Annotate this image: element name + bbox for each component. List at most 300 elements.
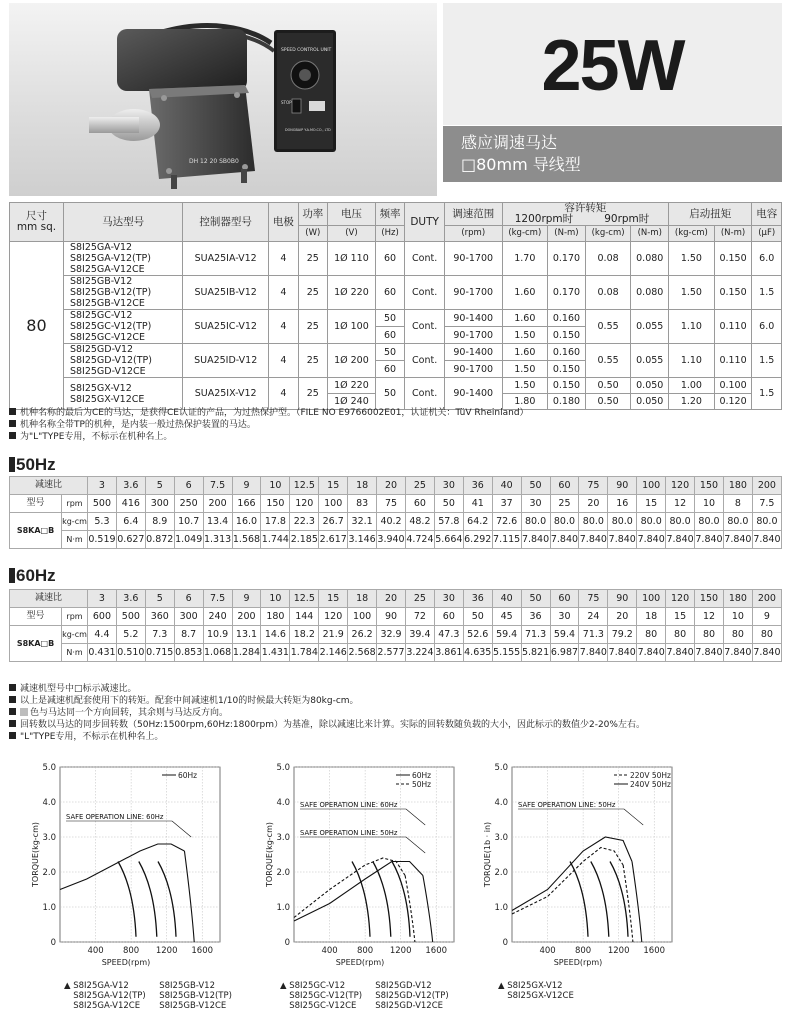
safe-operation-label: SAFE OPERATION LINE: 50Hz [300, 829, 398, 837]
note-text: 减速机型号中□标示减速比。 [20, 684, 137, 694]
rpm-value: 75 [377, 495, 406, 513]
rpm-value: 7.5 [752, 495, 781, 513]
kgcm-value: 80.0 [579, 513, 608, 531]
model-legend-item: S8I25GD-V12(TP) [375, 991, 449, 1001]
nm-value: 2.568 [348, 644, 377, 662]
motor-model: S8I25GD-V12CE [69, 366, 146, 377]
kgcm-value: 13.4 [203, 513, 232, 531]
ratio-value: 30 [434, 590, 463, 608]
rpm-value: 8 [723, 495, 752, 513]
nm-value: 0.431 [88, 644, 117, 662]
nm-value: 7.840 [579, 644, 608, 662]
rpm-value: 30 [521, 495, 550, 513]
ratio-value: 7.5 [203, 590, 232, 608]
rpm-value: 37 [492, 495, 521, 513]
torque-90-kgcm: 0.55 [585, 310, 631, 344]
kgcm-value: 39.4 [405, 626, 434, 644]
kgcm-value: 80.0 [550, 513, 579, 531]
note-text: 以上是减速机配套使用下的转矩。配套中间减速机1/10的时候最大转矩为80kg-cm。 [20, 696, 359, 706]
ratio-value: 75 [579, 477, 608, 495]
triangle-icon: ▲ [280, 981, 290, 991]
nm-value: 7.840 [579, 531, 608, 549]
rpm-value: 90 [377, 608, 406, 626]
frequency: 60 [375, 276, 404, 310]
col-start-torque: 启动扭矩 [669, 203, 752, 226]
unit-label: rpm [62, 608, 88, 626]
spec-row [10, 310, 782, 327]
note-line [9, 683, 645, 695]
nm-value: 3.146 [348, 531, 377, 549]
kgcm-value: 7.3 [145, 626, 174, 644]
nm-value: 7.840 [550, 531, 579, 549]
nm-value: 7.840 [723, 644, 752, 662]
col-voltage: 电压 [328, 203, 376, 226]
kgcm-value: 10.7 [174, 513, 203, 531]
ratio-value: 100 [637, 590, 666, 608]
y-axis-label: TORQUE(kg-cm) [31, 822, 40, 887]
speed-range: 90-1700 [444, 242, 502, 276]
y-tick-label: 1.0 [276, 903, 290, 913]
nm-value: 7.840 [608, 644, 637, 662]
torque-90-nm: 0.055 [631, 344, 669, 378]
poles: 4 [269, 276, 298, 310]
nm-value: 5.155 [492, 644, 521, 662]
ratio-value: 9 [232, 590, 261, 608]
ratio-value: 5 [145, 590, 174, 608]
kgcm-value: 8.7 [174, 626, 203, 644]
note-text: 回转数以马达的同步回转数（50Hz:1500rpm,60Hz:1800rpm）为基准，除以减速比来计算。实际的回转数随负载的大小，因此标示的数值少2-20%左右。 [20, 720, 645, 730]
nm-value: 7.840 [752, 531, 781, 549]
spec-row [10, 344, 782, 361]
x-tick-label: 1600 [425, 946, 448, 956]
frequency: 50 [375, 344, 404, 361]
rpm-value: 60 [434, 608, 463, 626]
model-legend-row [64, 1001, 232, 1011]
col-frequency: 频率 [375, 203, 404, 226]
ratio-row [10, 477, 782, 495]
ratio-value: 150 [695, 590, 724, 608]
nm-value: 0.853 [174, 644, 203, 662]
motor-model: S8I25GD-V12(TP) [69, 355, 152, 366]
duty: Cont. [405, 242, 445, 276]
motor-model: S8I25GC-V12(TP) [69, 321, 152, 332]
legend-label: 50Hz [412, 780, 432, 789]
gear-60hz-heading: 60Hz [9, 566, 56, 586]
ratio-value: 12.5 [290, 477, 319, 495]
bullet-icon [9, 696, 16, 703]
motor-model-cell [63, 276, 182, 310]
y-tick-label: 5.0 [42, 763, 56, 773]
voltage: 1Ø 220 [328, 276, 376, 310]
model-legend-row [280, 991, 449, 1001]
rpm-value: 150 [261, 495, 290, 513]
note-line [9, 719, 645, 731]
bullet-icon [9, 708, 16, 715]
power-title-box [443, 3, 782, 125]
start-torque-nm: 0.100 [714, 378, 752, 394]
kgcm-value: 80 [752, 626, 781, 644]
nm-value: 0.627 [116, 531, 145, 549]
x-tick-label: 1200 [389, 946, 412, 956]
nm-value: 2.577 [377, 644, 406, 662]
rpm-value: 15 [637, 495, 666, 513]
rpm-value: 200 [232, 608, 261, 626]
torque-90-kgcm: 0.08 [585, 242, 631, 276]
rpm-value: 50 [434, 495, 463, 513]
rpm-value: 100 [319, 495, 348, 513]
subtitle-type: 感应调速马达 [461, 133, 558, 152]
rpm-value: 600 [88, 608, 117, 626]
ratio-value: 200 [752, 477, 781, 495]
col-poles: 电极 [269, 203, 298, 242]
notes-bottom [9, 683, 645, 743]
kgcm-value: 32.1 [348, 513, 377, 531]
bullet-icon [9, 432, 16, 439]
nm-value: 7.840 [695, 531, 724, 549]
kgcm-value: 80.0 [695, 513, 724, 531]
torque-90-nm: 0.050 [631, 394, 669, 410]
col-allowable-torque: 容许转矩 1200rpm时 90rpm时 [502, 203, 669, 226]
start-torque-nm: 0.110 [714, 344, 752, 378]
power: 25 [298, 344, 327, 378]
nm-value: 4.724 [405, 531, 434, 549]
x-tick-label: 800 [122, 946, 140, 956]
y-tick-label: 5.0 [276, 763, 290, 773]
kgcm-value: 80.0 [752, 513, 781, 531]
model-legend-row [498, 981, 574, 991]
legend-label: 240V 50Hz [630, 780, 671, 789]
start-torque-kgcm: 1.10 [669, 310, 715, 344]
nm-value: 0.872 [145, 531, 174, 549]
x-axis-label: SPEED(rpm) [101, 958, 151, 967]
torque-1200-kgcm: 1.80 [502, 394, 548, 410]
unit-label: rpm [62, 495, 88, 513]
nm-value: 7.840 [666, 644, 695, 662]
ratio-value: 18 [348, 477, 377, 495]
y-tick-label: 3.0 [42, 833, 56, 843]
nm-row [10, 531, 782, 549]
model-legend-item: S8I25GX-V12CE [507, 991, 574, 1001]
torque-1200-kgcm: 1.50 [502, 361, 548, 378]
ratio-value: 5 [145, 477, 174, 495]
model-legend-row [64, 981, 232, 991]
power-title: 25W [541, 26, 684, 106]
legend-label: 220V 50Hz [630, 771, 671, 780]
frequency: 60 [375, 327, 404, 344]
motor-model: S8I25GX-V12CE [69, 393, 145, 405]
note-text: "L"TYPE专用，不标示在机种名上。 [20, 732, 164, 742]
voltage: 1Ø 240 [328, 394, 376, 410]
nm-value: 0.519 [88, 531, 117, 549]
x-axis-label: SPEED(rpm) [335, 958, 385, 967]
note-text: 机种名称的最后为CE的马达，是获得CE认证的产品，为过热保护型。（FILE NO E9766002E01，认证机关：TüV Rheinland） [20, 408, 529, 418]
ratio-value: 60 [550, 590, 579, 608]
svg-text:SPEED CONTROL UNIT: SPEED CONTROL UNIT [281, 48, 332, 53]
y-tick-label: 1.0 [494, 903, 508, 913]
model-legend-row [498, 991, 574, 1001]
voltage: 1Ø 200 [328, 344, 376, 378]
bullet-icon [9, 420, 16, 427]
nm-value: 0.510 [116, 644, 145, 662]
kgcm-value: 71.3 [521, 626, 550, 644]
motor-model-cell [63, 378, 182, 410]
y-tick-label: 0 [50, 938, 56, 948]
duty: Cont. [405, 310, 445, 344]
model-label: 型号 [10, 495, 62, 513]
torque-chart-2 [248, 755, 473, 980]
motor-model: S8I25GC-V12 [69, 310, 133, 321]
ratio-value: 36 [463, 477, 492, 495]
note-line [9, 707, 645, 719]
legend-label: 60Hz [178, 771, 198, 780]
spec-row [10, 276, 782, 310]
rpm-value: 10 [695, 495, 724, 513]
triangle-icon: ▲ [498, 981, 508, 991]
motor-model: S8I25GB-V12 [69, 276, 133, 287]
ratio-value: 9 [232, 477, 261, 495]
col-duty: DUTY [405, 203, 445, 242]
poles: 4 [269, 378, 298, 410]
rpm-value: 360 [145, 608, 174, 626]
product-photo [9, 3, 437, 196]
y-tick-label: 2.0 [42, 868, 56, 878]
torque-chart-1 [14, 755, 239, 980]
kgcm-row [10, 513, 782, 531]
ratio-value: 50 [521, 590, 550, 608]
ratio-value: 15 [319, 477, 348, 495]
kgcm-value: 80.0 [608, 513, 637, 531]
controller-model: SUA25ID-V12 [183, 344, 269, 378]
unit-label: N·m [62, 531, 88, 549]
ratio-value: 12.5 [290, 590, 319, 608]
rpm-row [10, 608, 782, 626]
nm-value: 1.431 [261, 644, 290, 662]
model-legend-item: S8I25GD-V12 [375, 981, 432, 991]
kgcm-value: 22.3 [290, 513, 319, 531]
torque-90-nm: 0.080 [631, 276, 669, 310]
torque-1200-kgcm: 1.60 [502, 344, 548, 361]
speed-range: 90-1400 [444, 310, 502, 327]
rpm-value: 500 [116, 608, 145, 626]
motor-model-cell [63, 242, 182, 276]
bullet-icon [9, 408, 16, 415]
spec-row [10, 378, 782, 394]
bullet-icon [9, 720, 16, 727]
nm-value: 2.617 [319, 531, 348, 549]
nm-value: 7.840 [695, 644, 724, 662]
torque-chart-3 [466, 755, 691, 980]
torque-1200-kgcm: 1.70 [502, 242, 548, 276]
y-tick-label: 1.0 [42, 903, 56, 913]
kgcm-value: 32.9 [377, 626, 406, 644]
kgcm-value: 71.3 [579, 626, 608, 644]
capacitor: 1.5 [752, 378, 782, 410]
ratio-value: 60 [550, 477, 579, 495]
rpm-value: 250 [174, 495, 203, 513]
rpm-value: 83 [348, 495, 377, 513]
ratio-value: 30 [434, 477, 463, 495]
product-header [0, 0, 790, 200]
ratio-value: 40 [492, 477, 521, 495]
torque-1200-kgcm: 1.60 [502, 310, 548, 327]
ratio-value: 3 [88, 477, 117, 495]
ratio-value: 90 [608, 590, 637, 608]
model-legend-item: S8I25GX-V12 [507, 981, 563, 991]
kgcm-value: 59.4 [492, 626, 521, 644]
kgcm-value: 6.4 [116, 513, 145, 531]
torque-90-nm: 0.080 [631, 242, 669, 276]
torque-1200-nm: 0.150 [548, 327, 586, 344]
model-legend-row [64, 991, 232, 1001]
chart-3-models [498, 981, 574, 1001]
kgcm-value: 52.6 [463, 626, 492, 644]
rpm-value: 41 [463, 495, 492, 513]
ratio-value: 10 [261, 477, 290, 495]
rpm-value: 180 [261, 608, 290, 626]
kgcm-value: 80.0 [521, 513, 550, 531]
ratio-label: 减速比 [10, 590, 88, 608]
motor-model: S8I25GX-V12 [69, 382, 132, 394]
poles: 4 [269, 242, 298, 276]
rpm-value: 15 [666, 608, 695, 626]
model-legend-item: S8I25GB-V12(TP) [159, 991, 232, 1001]
y-tick-label: 4.0 [42, 798, 56, 808]
voltage: 1Ø 100 [328, 310, 376, 344]
motor-model: S8I25GB-V12CE [69, 298, 145, 309]
ratio-value: 25 [405, 477, 434, 495]
controller-model: SUA25IB-V12 [183, 276, 269, 310]
note-text: 色与马达同一个方向回转，其余则与马达反方向。 [30, 708, 229, 718]
nm-value: 7.840 [637, 644, 666, 662]
kgcm-value: 57.8 [434, 513, 463, 531]
kgcm-value: 40.2 [377, 513, 406, 531]
ratio-value: 180 [723, 590, 752, 608]
speed-range: 90-1700 [444, 276, 502, 310]
model-legend-item: S8I25GC-V12(TP) [289, 991, 363, 1001]
duty: Cont. [405, 276, 445, 310]
x-axis-label: SPEED(rpm) [553, 958, 603, 967]
rpm-value: 45 [492, 608, 521, 626]
power: 25 [298, 242, 327, 276]
ratio-value: 10 [261, 590, 290, 608]
rpm-value: 240 [203, 608, 232, 626]
start-torque-kgcm: 1.50 [669, 276, 715, 310]
ratio-value: 120 [666, 590, 695, 608]
kgcm-value: 80.0 [666, 513, 695, 531]
nm-value: 5.664 [434, 531, 463, 549]
nm-value: 0.715 [145, 644, 174, 662]
kgcm-value: 10.9 [203, 626, 232, 644]
ratio-value: 50 [521, 477, 550, 495]
torque-1200-kgcm: 1.50 [502, 327, 548, 344]
output-shaft [89, 117, 139, 133]
nm-value: 4.635 [463, 644, 492, 662]
start-torque-nm: 0.120 [714, 394, 752, 410]
nm-value: 7.840 [752, 644, 781, 662]
charts-area [0, 755, 790, 1018]
rpm-value: 36 [521, 608, 550, 626]
kgcm-value: 5.2 [116, 626, 145, 644]
rpm-value: 24 [579, 608, 608, 626]
rpm-value: 12 [695, 608, 724, 626]
torque-90-kgcm: 0.08 [585, 276, 631, 310]
ratio-label: 减速比 [10, 477, 88, 495]
model-legend-item: S8I25GA-V12(TP) [73, 991, 146, 1001]
kgcm-value: 64.2 [463, 513, 492, 531]
torque-1200-nm: 0.160 [548, 344, 586, 361]
ratio-value: 90 [608, 477, 637, 495]
nm-value: 2.185 [290, 531, 319, 549]
nm-value: 2.146 [319, 644, 348, 662]
nm-value: 3.861 [434, 644, 463, 662]
svg-text:DH 12 20 SB0B0: DH 12 20 SB0B0 [189, 158, 239, 165]
rpm-value: 10 [723, 608, 752, 626]
kgcm-value: 17.8 [261, 513, 290, 531]
motor-model: S8I25GA-V12CE [69, 264, 145, 275]
rpm-value: 30 [550, 608, 579, 626]
kgcm-value: 80 [666, 626, 695, 644]
nm-value: 1.313 [203, 531, 232, 549]
col-capacitor: 电容 [752, 203, 782, 226]
col-size: 尺寸 mm sq. [10, 203, 64, 242]
nm-value: 7.840 [521, 531, 550, 549]
nm-value: 7.115 [492, 531, 521, 549]
speed-range: 90-1400 [444, 344, 502, 361]
ratio-value: 7.5 [203, 477, 232, 495]
note-line [9, 419, 529, 431]
kgcm-value: 26.7 [319, 513, 348, 531]
ratio-value: 3.6 [116, 590, 145, 608]
x-tick-label: 400 [321, 946, 338, 956]
kgcm-value: 80 [723, 626, 752, 644]
start-torque-nm: 0.150 [714, 242, 752, 276]
x-tick-label: 1600 [191, 946, 214, 956]
ratio-value: 20 [377, 590, 406, 608]
nm-value: 1.744 [261, 531, 290, 549]
capacitor: 6.0 [752, 242, 782, 276]
ratio-value: 200 [752, 590, 781, 608]
motor-model: S8I25GB-V12(TP) [69, 287, 152, 298]
safe-operation-label: SAFE OPERATION LINE: 60Hz [66, 813, 164, 821]
subtitle-box [443, 126, 782, 182]
power: 25 [298, 310, 327, 344]
controller-model: SUA25IX-V12 [183, 378, 269, 410]
ratio-row [10, 590, 782, 608]
nm-value: 7.840 [666, 531, 695, 549]
kgcm-value: 4.4 [88, 626, 117, 644]
y-tick-label: 0 [284, 938, 290, 948]
rpm-value: 416 [116, 495, 145, 513]
model-label: 型号 [10, 608, 62, 626]
model-legend-row [280, 1001, 449, 1011]
svg-text:STOP: STOP [281, 100, 292, 105]
torque-1200-nm: 0.180 [548, 394, 586, 410]
kgcm-value: 21.9 [319, 626, 348, 644]
kgcm-value: 80.0 [723, 513, 752, 531]
model-legend-item: S8I25GB-V12CE [159, 1001, 227, 1011]
torque-90-nm: 0.055 [631, 310, 669, 344]
motor-model-cell [63, 310, 182, 344]
y-tick-label: 4.0 [276, 798, 290, 808]
voltage: 1Ø 110 [328, 242, 376, 276]
rpm-value: 144 [290, 608, 319, 626]
torque-1200-kgcm: 1.50 [502, 378, 548, 394]
ratio-value: 25 [405, 590, 434, 608]
note-text: 为"L"TYPE专用，不标示在机种名上。 [20, 432, 173, 442]
torque-90-nm: 0.050 [631, 378, 669, 394]
speed-range: 90-1400 [444, 378, 502, 410]
torque-90-kgcm: 0.55 [585, 344, 631, 378]
